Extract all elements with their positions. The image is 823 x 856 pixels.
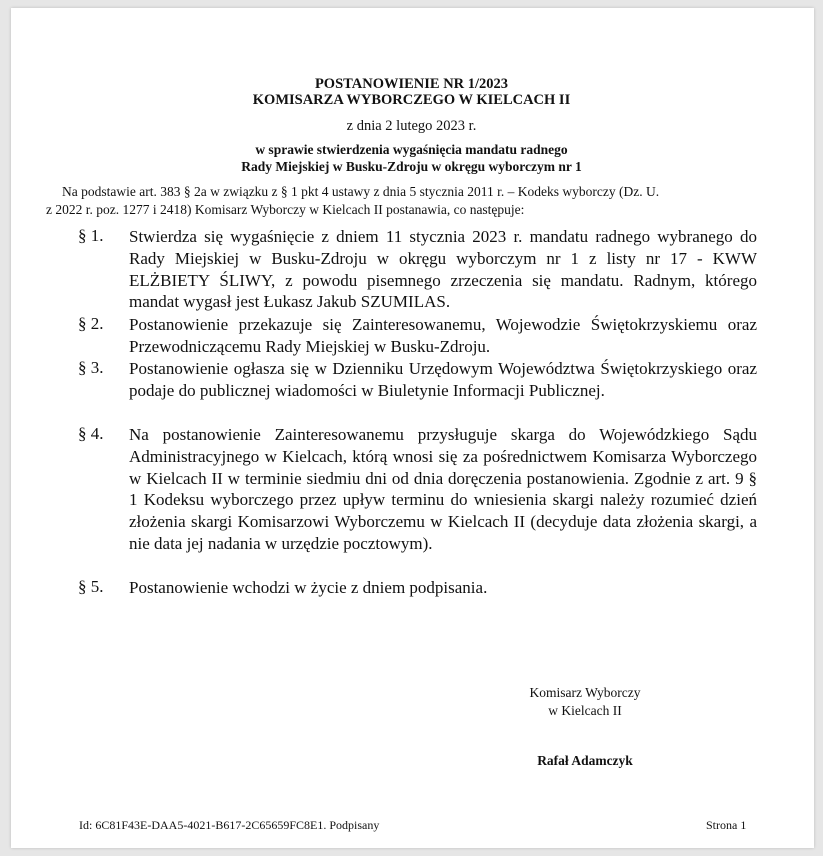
- paragraph-3-text: Postanowienie ogłasza się w Dzienniku Urzędowym Województwa Świętokrzyskiego oraz podaje do publicznej wiadomości w Biuletynie Informacji Publicznej.: [129, 359, 757, 400]
- signature-name: Rafał Adamczyk: [537, 753, 633, 768]
- preamble-line2: z 2022 r. poz. 1277 i 2418) Komisarz Wyborczy w Kielcach II postanawia, co następuje:: [46, 202, 525, 217]
- document-title-line2: KOMISARZA WYBORCZEGO W KIELCACH II: [252, 92, 571, 108]
- footer-document-id: Id: 6C81F43E-DAA5-4021-B617-2C65659FC8E1. Podpisany: [79, 818, 380, 832]
- paragraph-4-text: Na postanowienie Zainteresowanemu przysługuje skarga do Wojewódzkiego Sądu Administracyjnego w Kielcach, którą wnosi się za pośrednictwem Komisarza Wyborczego w Kielcach II w terminie siedmiu dni od dnia doręczenia postanowienia. Zgodnie z art. 9 § 1 Kodeksu wyborczego przez upływ terminu do wniesienia skargi należy rozumieć dzień złożenia skargi Komisarzowi Wyborczemu w Kielcach II (decyduje data złożenia skargi, a nie data jej nadania w urzędzie pocztowym).: [129, 425, 757, 553]
- paragraph-2-number: § 2.: [78, 314, 104, 333]
- document-date: z dnia 2 lutego 2023 r.: [346, 118, 477, 134]
- document-subject-line2: Rady Miejskiej w Busku-Zdroju w okręgu wyborczym nr 1: [241, 159, 582, 174]
- paragraph-1-text: Stwierdza się wygaśnięcie z dniem 11 stycznia 2023 r. mandatu radnego wybranego do Rady Miejskiej w Busku-Zdroju w okręgu wyborczym nr 1 z listy nr 17 - KWW ELŻBIETY ŚLIWY, z powodu pisemnego zrzeczenia się mandatu. Radnym, którego mandat wygasł jest Łukasz Jakub SZUMILAS.: [129, 227, 757, 312]
- paragraph-3-number: § 3.: [78, 358, 104, 377]
- document-subject-line1: w sprawie stwierdzenia wygaśnięcia mandatu radnego: [255, 142, 568, 157]
- signature-role-line1: Komisarz Wyborczy: [529, 685, 641, 700]
- footer-page-number: Strona 1: [706, 818, 747, 832]
- preamble-line1: Na podstawie art. 383 § 2a w związku z § 1 pkt 4 ustawy z dnia 5 stycznia 2011 r. – Kodeks wyborczy (Dz. U.: [62, 184, 660, 199]
- paragraph-5-number: § 5.: [78, 577, 104, 596]
- paragraph-5-text: Postanowienie wchodzi w życie z dniem podpisania.: [129, 578, 488, 597]
- paragraph-2-text: Postanowienie przekazuje się Zainteresowanemu, Wojewodzie Świętokrzyskiemu oraz Przewodniczącemu Rady Miejskiej w Busku-Zdroju.: [129, 315, 757, 356]
- signature-role-line2: w Kielcach II: [548, 703, 622, 718]
- paragraph-1-number: § 1.: [78, 226, 104, 245]
- paragraph-4-number: § 4.: [78, 424, 104, 443]
- document-title-line1: POSTANOWIENIE NR 1/2023: [314, 76, 509, 92]
